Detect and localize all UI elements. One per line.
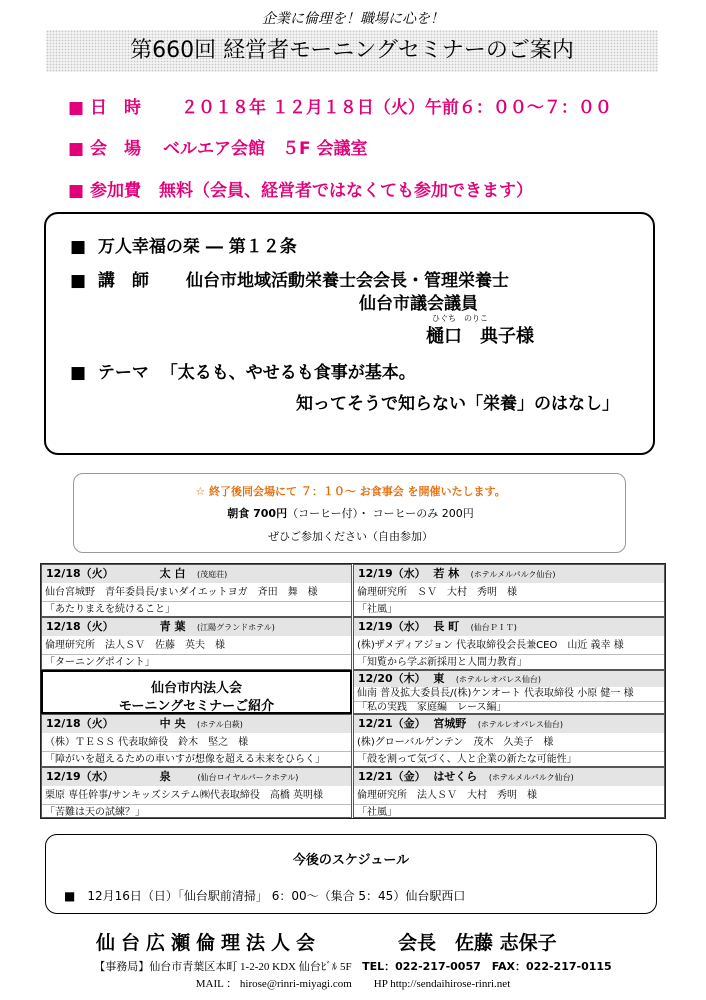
seminar-name: はせくら <box>433 770 478 783</box>
seminar-topic: 「障がいを超えるための車いすが想像を超える未来をひらく」 <box>45 754 325 765</box>
footer-web: MAIL ： hirose@rinri-miyagi.com HP http://sendaihirose-rinri.net <box>195 978 511 990</box>
seminar-card <box>41 564 352 617</box>
footer-contact <box>0 958 706 974</box>
breakfast-price: 朝食 700円 <box>227 507 288 520</box>
seminar-topic: 「苦難は天の試練？」 <box>45 807 145 818</box>
bullet-square: ■ <box>68 139 85 159</box>
seminar-card <box>353 670 665 714</box>
seminar-speaker: (株)グローバルゲンテン 茂木 久美子 様 <box>354 734 664 752</box>
speaker-title1: 仙台市地域活動栄養士会会長・管理栄養士 <box>186 271 509 291</box>
office-address: 【事務局】仙台市青葉区本町 1-2-20 KDX 仙台ﾋﾞﾙ 5F <box>94 961 352 973</box>
coffee-price: （コーヒー付）・ コーヒーのみ 200円 <box>287 507 474 520</box>
seminar-venue: (仙台ＰＩＴ) <box>470 623 517 632</box>
seminar-speaker: 倫理研究所 法人ＳＶ 大村 秀明 様 <box>354 787 664 805</box>
seminar-topic: 「社風」 <box>357 807 397 818</box>
info-value: ２０１８年 １２月１８日（火）午前６：００〜７：００ <box>181 98 612 118</box>
seminar-topic: 「あたりまえを続けること」 <box>45 604 175 615</box>
seminar-name: 長 町 <box>433 620 460 633</box>
speaker-label: 講 師 <box>97 271 149 291</box>
seminar-venue: (ホテルレオパレス仙台) <box>455 675 542 684</box>
dinner-line1: ☆ 終了後同会場にて ７：１０〜 お食事会 を開催いたします。 <box>195 485 506 498</box>
speaker-name: 樋口 典子様 <box>426 326 534 347</box>
dinner-line2 <box>74 505 627 521</box>
theme-line1: 「太るも、やせるも食事が基本。 <box>160 363 416 383</box>
tagline: 企業に倫理を！職場に心を！ <box>262 11 444 27</box>
seminar-card <box>353 617 665 670</box>
promo-box <box>41 670 352 714</box>
seminar-topic: 「社風」 <box>357 604 397 615</box>
speaker-title2: 仙台市議会議員 <box>359 294 478 314</box>
seminar-date: 12/18（火） <box>46 567 114 580</box>
seminar-topic: 「殻を割って気づく、人と企業の新たな可能性」 <box>357 754 577 765</box>
seminar-name: 中 央 <box>159 717 186 730</box>
info-datetime <box>68 93 612 118</box>
theme-line2: 知ってそうで知らない「栄養」のはなし」 <box>296 394 619 414</box>
seminar-name: 宮城野 <box>433 717 467 730</box>
page-title: 第660回 経営者モーニングセミナーのご案内 <box>46 30 658 72</box>
seminar-speaker: 仙台宮城野 青年委員長/まいダイエットヨガ 斉田 舞 様 <box>42 584 351 602</box>
seminar-card <box>353 767 665 818</box>
seminar-topic: 「知覧から学ぶ新採用と人間力教育」 <box>357 657 527 668</box>
rule-text: 万人幸福の栞 ― 第１２条 <box>97 237 297 257</box>
seminar-date: 12/19（水） <box>358 620 426 633</box>
seminar-venue: (ホテルメルパルク仙台) <box>470 570 556 579</box>
seminar-venue: (ホテルレオパレス仙台) <box>477 720 564 729</box>
seminar-date: 12/20（木） <box>358 672 426 685</box>
seminar-grid <box>40 563 666 819</box>
promo-line1: 仙台市内法人会 <box>150 681 242 696</box>
seminar-date: 12/21（金） <box>358 770 426 783</box>
seminar-venue: (仙台ロイヤルパークホテル) <box>197 773 299 782</box>
seminar-date: 12/19（水） <box>358 567 426 580</box>
seminar-speaker: 倫理研究所 法人ＳＶ 佐藤 英夫 様 <box>42 637 351 655</box>
info-label: 日 時 <box>90 98 141 118</box>
seminar-date: 12/18（火） <box>46 717 114 730</box>
seminar-speaker: 栗原 専任幹事/サンキッズシステム㈱代表取締役 高橋 英明様 <box>42 787 351 805</box>
seminar-card <box>353 564 665 617</box>
info-fee <box>68 176 533 201</box>
bullet-square: ■ <box>70 271 87 291</box>
speaker-ruby: ひぐち のりこ <box>432 314 488 323</box>
seminar-topic: 「ターニングポイント」 <box>45 657 155 668</box>
info-value: 無料（会員、経営者ではなくても参加できます） <box>159 181 533 201</box>
info-value: ベルエア会館 ５F 会議室 <box>163 139 368 159</box>
seminar-card <box>353 714 665 767</box>
rule-line <box>70 232 297 257</box>
seminar-name: 泉 <box>159 770 171 783</box>
theme-line <box>70 358 416 383</box>
promo-line2: モーニングセミナーご紹介 <box>118 699 275 714</box>
theme-label: テーマ <box>97 363 149 383</box>
seminar-venue: (ホテル白萩) <box>196 720 243 729</box>
seminar-card <box>41 767 352 818</box>
seminar-speaker: （株）ＴＥＳＳ 代表取締役 鈴木 堅之 様 <box>42 734 351 752</box>
phone-fax: TEL：022-217-0057 FAX：022-217-0115 <box>362 960 612 973</box>
dinner-line3: ぜひご参加ください（自由参加） <box>268 530 433 543</box>
seminar-date: 12/21（金） <box>358 717 426 730</box>
seminar-venue: (茂庭荘) <box>196 570 228 579</box>
schedule-title: 今後のスケジュール <box>292 853 410 868</box>
bullet-square: ■ <box>68 98 85 118</box>
seminar-speaker: 倫理研究所 ＳＶ 大村 秀明 様 <box>354 584 664 602</box>
seminar-speaker: 仙南 普及拡大委員長/(株)ケンオート 代表取締役 小原 健一 様 <box>354 687 664 702</box>
bullet-square: ■ <box>68 181 85 201</box>
dinner-box <box>73 473 626 553</box>
seminar-name: 太 白 <box>159 567 186 580</box>
seminar-name: 青 葉 <box>159 620 186 633</box>
speaker-line <box>70 266 149 291</box>
seminar-topic: 「私の実践 家庭編 レース編」 <box>357 702 507 713</box>
org-name: 仙台広瀬倫理法人会 <box>96 932 322 954</box>
schedule-box <box>45 834 657 914</box>
seminar-venue: (ホテルメルパルク仙台) <box>488 773 574 782</box>
seminar-date: 12/18（火） <box>46 620 114 633</box>
seminar-card <box>41 714 352 767</box>
seminar-card <box>41 617 352 670</box>
bullet-square: ■ <box>70 237 87 257</box>
seminar-venue: (江陽グランドホテル) <box>196 623 275 632</box>
bullet-square: ■ <box>70 363 87 383</box>
seminar-name: 東 <box>433 672 445 685</box>
seminar-name: 若 林 <box>433 567 460 580</box>
info-venue <box>68 134 368 159</box>
info-label: 会 場 <box>90 139 141 159</box>
info-label: 参加費 <box>90 181 141 201</box>
schedule-item: ■ 12月16日（日）「仙台駅前清掃」 6：00〜（集合 5：45）仙台駅西口 <box>64 889 466 903</box>
seminar-speaker: (株)ザメディアジョン 代表取締役会長兼CEO 山近 義幸 様 <box>354 637 664 655</box>
seminar-date: 12/19（水） <box>46 770 114 783</box>
chair-name: 会長 佐藤 志保子 <box>398 932 557 954</box>
